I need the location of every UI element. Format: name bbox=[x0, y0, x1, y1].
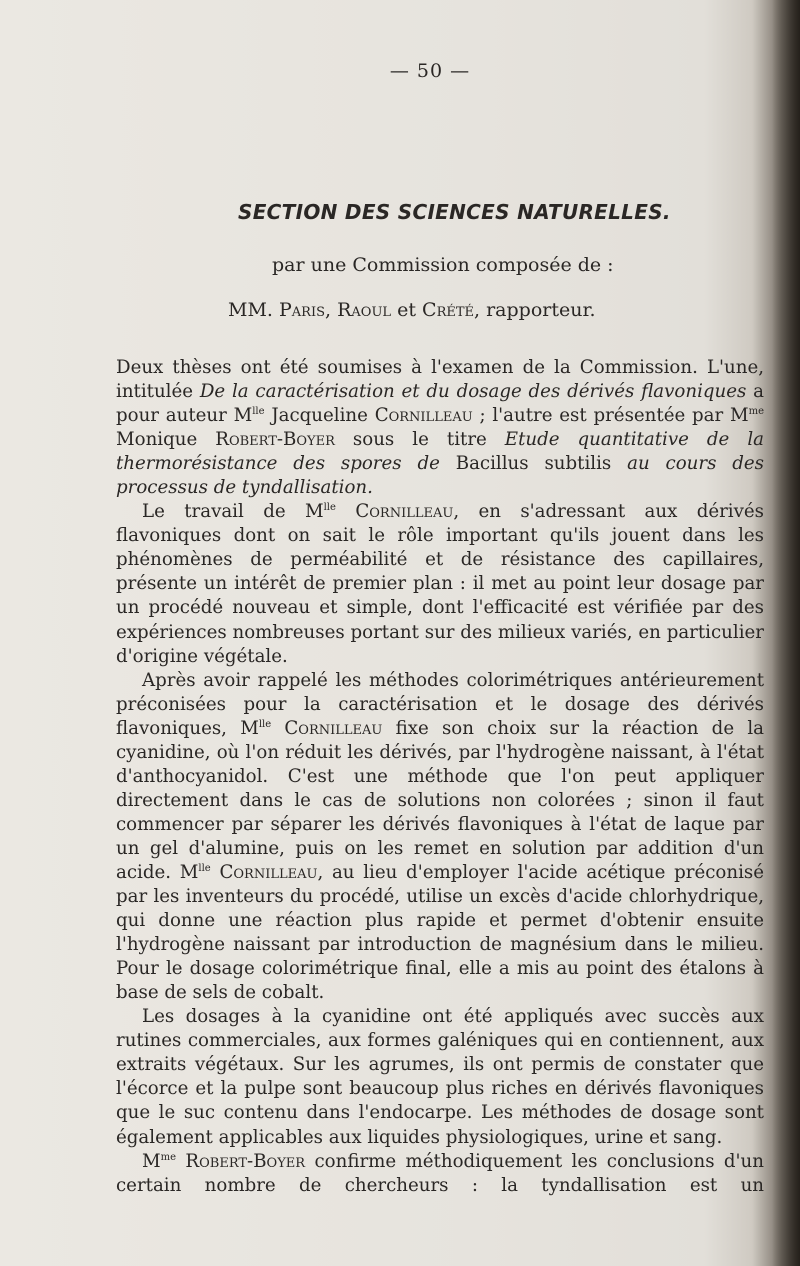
commission-line: par une Commission composée de : bbox=[272, 254, 614, 276]
separator: , bbox=[325, 299, 338, 321]
text-run: fixe son choix sur la réaction de la cyanidine, où l'on réduit les dérivés, par l'hydrogène naissant, à l'état d'anthocyanidol. C'est une méthode que l'on peut appliquer directement dans le cas de solutions non colorées ; sinon il faut commencer par séparer les dérivés flavoniques à l'état de laque par un gel d'alumine, puis on les remet en solution par addition d'un acide. M bbox=[116, 717, 764, 883]
author-name: Robert-Boyer bbox=[215, 429, 335, 451]
page-edge-shadow bbox=[772, 0, 800, 1266]
text-run: Jacqueline bbox=[264, 405, 375, 427]
text-run: Bacillus subtilis bbox=[439, 453, 628, 475]
title-superscript: me bbox=[748, 406, 764, 418]
paragraph-robert-boyer bbox=[116, 1150, 764, 1198]
text-run: ; l'autre est présentée par M bbox=[472, 405, 749, 427]
text-run: a pour auteur M bbox=[116, 381, 765, 427]
text-run bbox=[336, 501, 355, 522]
title-superscript: lle bbox=[252, 406, 265, 418]
text-run: Deux thèses ont été soumises à l'examen de la Commission. L'une, intitulée bbox=[116, 357, 764, 403]
rapporteurs-line bbox=[228, 299, 596, 321]
title-superscript: lle bbox=[323, 502, 336, 514]
author-name: Cornilleau bbox=[355, 501, 454, 523]
text-run bbox=[271, 718, 284, 739]
text-run: confirme méthodiquement les conclusions d'un certain nombre de chercheurs : la tyndallisation est un bbox=[116, 1150, 764, 1196]
author-name: Cornilleau bbox=[284, 717, 383, 739]
paragraph-methods bbox=[116, 669, 764, 1006]
author-name: Cornilleau bbox=[374, 405, 473, 427]
rapporteur-name: Paris bbox=[279, 299, 326, 321]
title-superscript: lle bbox=[258, 718, 272, 730]
text-run bbox=[176, 1151, 185, 1172]
author-name: Robert-Boyer bbox=[185, 1150, 306, 1172]
paragraph-theses bbox=[116, 356, 764, 500]
author-name: Cornilleau bbox=[219, 861, 318, 883]
separator: et bbox=[391, 299, 423, 321]
text-run: , en s'adressant aux dérivés flavoniques dont on sait le rôle important qu'ils jouent dans les phénomènes de perméabilité et de résistance des capillaires, présente un intérêt de premier plan : il met au point leur dosage par un procédé nouveau et simple, dont l'efficacité est vérifiée par des expériences nombreuses portant sur des milieux variés, en particulier d'origine végétale. bbox=[116, 501, 764, 667]
report-body bbox=[116, 356, 764, 1198]
text-run: Monique bbox=[116, 429, 216, 451]
paragraph-cornilleau-work bbox=[116, 500, 764, 668]
thesis-title-italic: au cours des processus de tyndallisation. bbox=[116, 453, 764, 499]
paragraph-results bbox=[116, 1005, 764, 1149]
text-run: Le travail de M bbox=[142, 501, 324, 523]
text-run: sous le titre bbox=[334, 429, 505, 451]
rapporteur-name: Raoul bbox=[337, 299, 392, 321]
text-run: , au lieu d'employer l'acide acétique préconisé par les inventeurs du procédé, utilise un excès d'acide chlorhydrique, qui donne une réaction plus rapide et permet d'obtenir ensuite l'hydrogène naissant par introduction de magnésium dans le milieu. Pour le dosage colorimétrique final, elle a mis au point des étalons à base de sels de cobalt. bbox=[116, 861, 764, 1004]
text-run: Après avoir rappelé les méthodes colorimétriques antérieurement préconisées pour la caractérisation et le dosage des dérivés flavoniques, M bbox=[116, 669, 764, 739]
text-run: Les dosages à la cyanidine ont été appliqués avec succès aux rutines commerciales, aux formes galéniques qui en contiennent, aux extraits végétaux. Sur les agrumes, ils ont permis de constater que l'écorce et la pulpe sont beaucoup plus riches en dérivés flavoniques que le suc contenu dans l'endocarpe. Les méthodes de dosage sont également applicables aux liquides physiologiques, urine et sang. bbox=[116, 1006, 764, 1148]
title-superscript: me bbox=[160, 1151, 177, 1163]
rapporteurs-suffix: , rapporteur. bbox=[474, 299, 596, 321]
title-superscript: lle bbox=[198, 862, 211, 874]
thesis-title-italic: Etude quantitative de la thermorésistance des spores de bbox=[116, 429, 764, 475]
rapporteur-name: Crété bbox=[422, 299, 475, 321]
section-title: SECTION DES SCIENCES NATURELLES. bbox=[238, 200, 671, 224]
thesis-title-italic: De la caractérisation et du dosage des dérivés flavoniques bbox=[199, 381, 747, 403]
page-number: — 50 — bbox=[389, 60, 471, 82]
rapporteurs-prefix: MM. bbox=[228, 299, 279, 321]
text-run: M bbox=[142, 1150, 161, 1172]
